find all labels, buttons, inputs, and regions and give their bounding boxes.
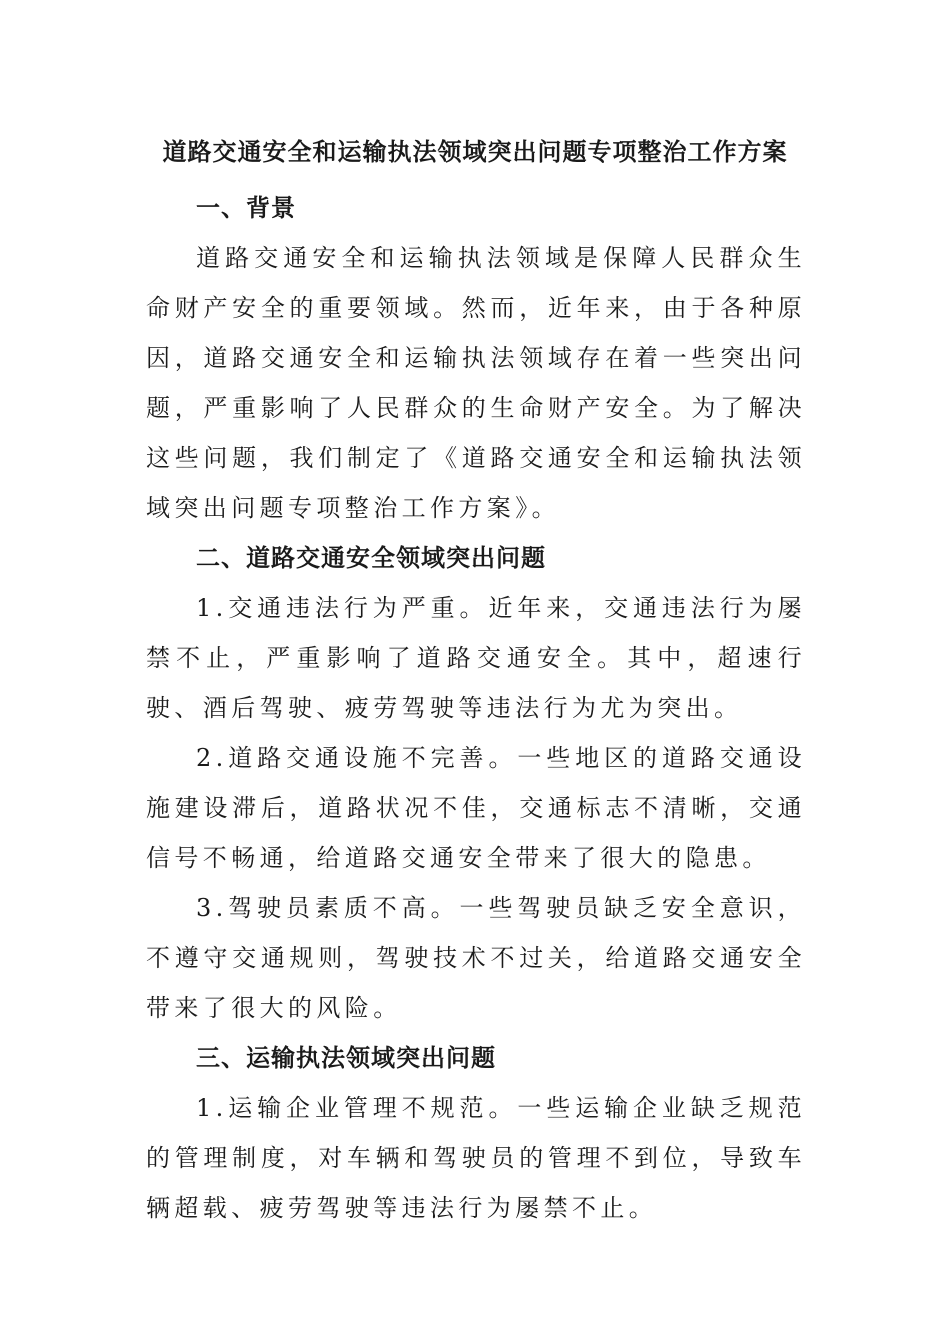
section-heading-road-safety: 二、道路交通安全领域突出问题 (196, 543, 546, 572)
document-body (146, 183, 806, 1233)
paragraph: 道路交通安全和运输执法领域是保障人民群众生命财产安全的重要领域。然而，近年来，由于各种原因，道路交通安全和运输执法领域存在着一些突出问题，严重影响了人民群众的生命财产安全。为了解决这些问题，我们制定了《道路交通安全和运输执法领域突出问题专项整治工作方案》。 (146, 244, 806, 522)
paragraph: 1.运输企业管理不规范。一些运输企业缺乏规范的管理制度，对车辆和驾驶员的管理不到位，导致车辆超载、疲劳驾驶等违法行为屡禁不止。 (146, 1094, 806, 1222)
paragraph: 3.驾驶员素质不高。一些驾驶员缺乏安全意识，不遵守交通规则，驾驶技术不过关，给道路交通安全带来了很大的风险。 (146, 894, 806, 1022)
section-heading-background: 一、背景 (196, 193, 296, 222)
section-heading-transport-enforcement: 三、运输执法领域突出问题 (196, 1043, 496, 1072)
document-title: 道路交通安全和运输执法领域突出问题专项整治工作方案 (162, 137, 788, 166)
paragraph: 1.交通违法行为严重。近年来，交通违法行为屡禁不止，严重影响了道路交通安全。其中，超速行驶、酒后驾驶、疲劳驾驶等违法行为尤为突出。 (146, 594, 806, 722)
paragraph: 2.道路交通设施不完善。一些地区的道路交通设施建设滞后，道路状况不佳，交通标志不清晰，交通信号不畅通，给道路交通安全带来了很大的隐患。 (146, 744, 806, 872)
